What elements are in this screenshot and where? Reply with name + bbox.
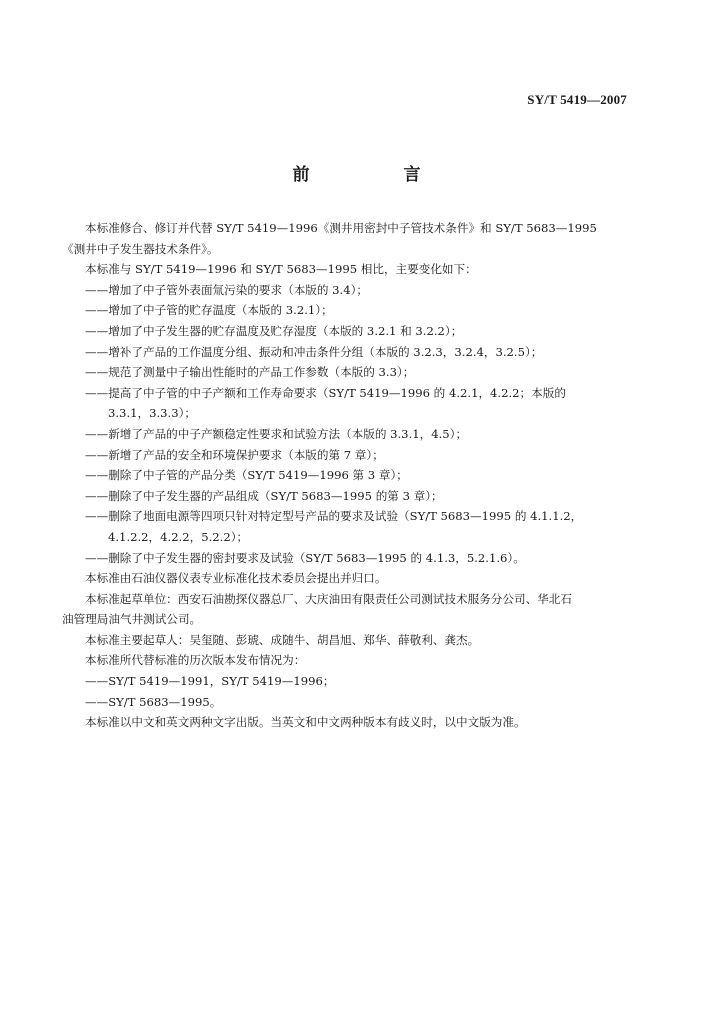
change-item-continuation: 4.1.2.2，4.2.2，5.2.2）； [108, 529, 249, 544]
text-line: 《测井中子发生器技术条件》。 [62, 241, 219, 256]
text-line: 油管理局油气井测试公司。 [62, 612, 202, 627]
change-item: ——规范了测量中子输出性能时的产品工作参数（本版的 3.3）； [85, 365, 415, 380]
change-item: ——增加了中子发生器的贮存温度及贮存湿度（本版的 3.2.1 和 3.2.2）； [85, 323, 463, 338]
text-line: 本标准以中文和英文两种文字出版。当英文和中文两种版本有歧义时，以中文版为准。 [85, 715, 526, 730]
history-item: ——SY/T 5683—1995。 [85, 694, 222, 709]
change-item: ——新增了产品的中子产额稳定性要求和试验方法（本版的 3.3.1，4.5）； [85, 426, 468, 441]
document-code: SY/T 5419—2007 [527, 92, 627, 107]
text-line: 本标准起草单位：西安石油勘探仪器总厂、大庆油田有限责任公司测试技术服务分公司、华北石 [85, 591, 572, 606]
text-line: 本标准与 SY/T 5419—1996 和 SY/T 5683—1995 相比，主要变化如下： [85, 262, 477, 277]
text-line: 本标准由石油仪器仪表专业标准化技术委员会提出并归口。 [85, 571, 387, 586]
history-item: ——SY/T 5419—1991，SY/T 5419—1996； [85, 674, 335, 689]
change-item: ——删除了中子管的产品分类（SY/T 5419—1996 第 3 章）； [85, 468, 408, 483]
change-item: ——提高了中子管的中子产额和工作寿命要求（SY/T 5419—1996 的 4.2.1，4.2.2；本版的 [85, 385, 566, 400]
change-item: ——删除了中子发生器的产品组成（SY/T 5683—1995 的第 3 章）； [85, 488, 443, 503]
text-line: 本标准主要起草人：吴玺随、彭琥、成随牛、胡昌旭、郑华、薛敬利、龚杰。 [85, 632, 480, 647]
change-item: ——新增了产品的安全和环境保护要求（本版的第 7 章）； [85, 447, 384, 462]
change-item: ——增补了产品的工作温度分组、振动和冲击条件分组（本版的 3.2.3，3.2.4，3.2.5）； [85, 344, 543, 359]
foreword-body [62, 218, 636, 733]
change-item: ——增加了中子管外表面氚污染的要求（本版的 3.4）； [85, 282, 368, 297]
change-item: ——删除了中子发生器的密封要求及试验（SY/T 5683—1995 的 4.1.3，5.2.1.6）。 [85, 550, 525, 565]
change-item-continuation: 3.3.1，3.3.3）； [108, 406, 196, 421]
change-item: ——增加了中子管的贮存温度（本版的 3.2.1）； [85, 303, 333, 318]
text-line: 本标准修合、修订并代替 SY/T 5419—1996《测井用密封中子管技术条件》和 SY/T 5683—1995 [85, 221, 597, 235]
page-title: 前 言 [292, 165, 465, 185]
change-item: ——删除了地面电源等四项只针对特定型号产品的要求及试验（SY/T 5683—1995 的 4.1.1.2， [85, 509, 583, 524]
text-line: 本标准所代替标准的历次版本发布情况为： [85, 653, 306, 668]
